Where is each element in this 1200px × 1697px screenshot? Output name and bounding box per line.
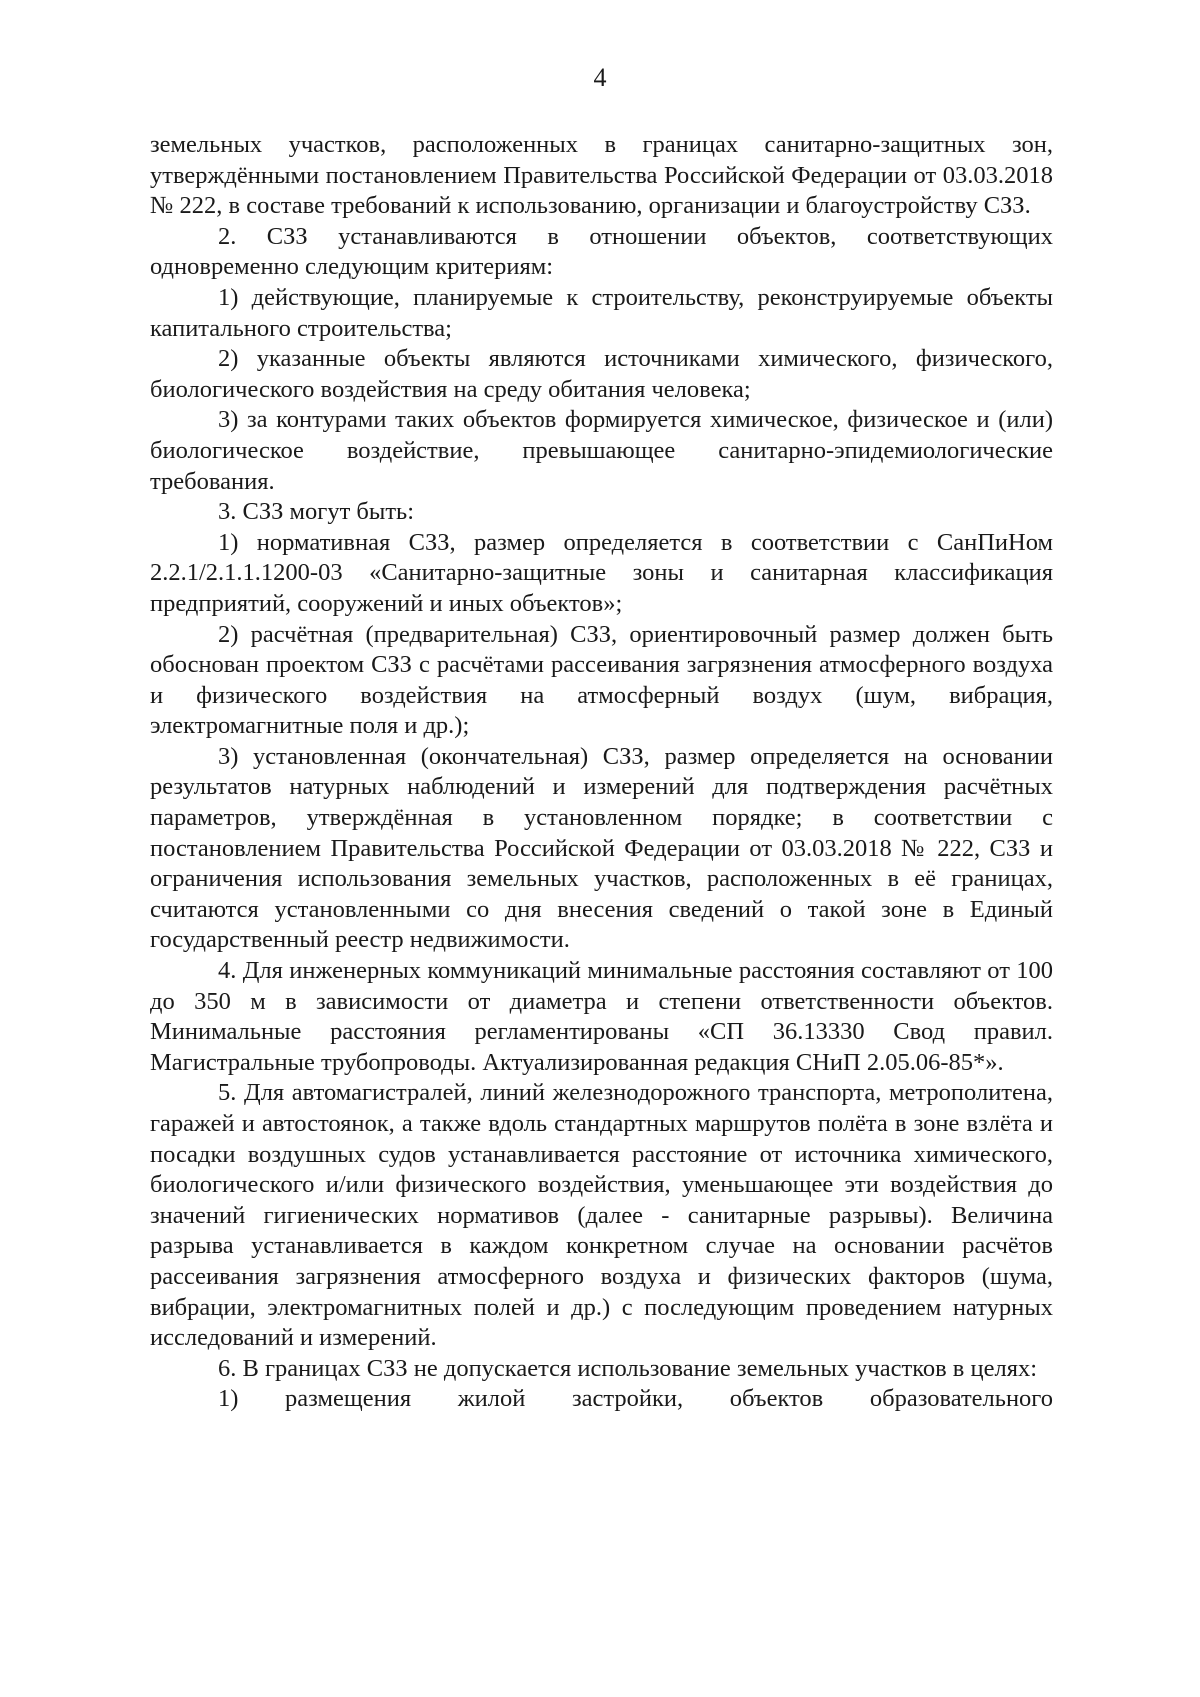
page-number: 4: [593, 63, 607, 92]
paragraph-item-4: 4. Для инженерных коммуникаций минимальные расстояния составляют от 100 до 350 м в зависимости от диаметра и степени ответственности объектов. Минимальные расстояния регламентированы «СП 36.13330 Свод правил. Магистральные трубопроводы. Актуализированная редакция СНиП 2.05.06-85*».: [150, 957, 1053, 1076]
paragraph-item-5: 5. Для автомагистралей, линий железнодорожного транспорта, метрополитена, гаражей и автостоянок, а также вдоль стандартных маршрутов полёта в зоне взлёта и посадки воздушных судов устанавливается расстояние от источника химического, биологического и/или физического воздействия, уменьшающее эти воздействия до значений гигиенических нормативов (далее - санитарные разрывы). Величина разрыва устанавливается в каждом конкретном случае на основании расчётов рассеивания загрязнения атмосферного воздуха и физических факторов (шума, вибрации, электромагнитных полей и др.) с последующим проведением натурных исследований и измерений.: [150, 1079, 1053, 1352]
paragraph-subitem: 2) указанные объекты являются источниками химического, физического, биологического воздействия на среду обитания человека;: [150, 345, 1053, 403]
paragraph-subitem: 1) размещения жилой застройки, объектов образовательного: [218, 1385, 1053, 1413]
paragraph-subitem: 1) нормативная СЗЗ, размер определяется в соответствии с СанПиНом 2.2.1/2.1.1.1200-03 «Санитарно-защитные зоны и санитарная классификация предприятий, сооружений и иных объектов»;: [150, 528, 1053, 617]
paragraph-item-2: 2. СЗЗ устанавливаются в отношении объектов, соответствующих одновременно следующим критериям:: [150, 222, 1053, 281]
paragraph-subitem: 2) расчётная (предварительная) СЗЗ, ориентировочный размер должен быть обоснован проектом СЗЗ с расчётами рассеивания загрязнения атмосферного воздуха и физического воздействия на атмосферный воздух (шум, вибрация, электромагнитные поля и др.);: [150, 620, 1053, 740]
paragraph-subitem: 3) за контурами таких объектов формируется химическое, физическое и (или) биологическое воздействие, превышающее санитарно-эпидемиологические требования.: [150, 406, 1053, 495]
paragraph-item-3: 3. СЗЗ могут быть:: [218, 498, 415, 526]
paragraph-item-6: 6. В границах СЗЗ не допускается использование земельных участков в целях:: [218, 1354, 1038, 1382]
paragraph-continuation: земельных участков, расположенных в границах санитарно-защитных зон, утверждёнными постановлением Правительства Российской Федерации от 03.03.2018 № 222, в составе требований к использованию, организации и благоустройству СЗЗ.: [150, 131, 1053, 220]
paragraph-subitem: 1) действующие, планируемые к строительству, реконструируемые объекты капитального строительства;: [150, 283, 1053, 342]
document-body: [150, 130, 1053, 1415]
paragraph-subitem: 3) установленная (окончательная) СЗЗ, размер определяется на основании результатов натурных наблюдений и измерений для подтверждения расчётных параметров, утверждённая в установленном порядке; в соответствии с постановлением Правительства Российской Федерации от 03.03.2018 № 222, СЗЗ и ограничения использования земельных участков, расположенных в её границах, считаются установленными со дня внесения сведений о такой зоне в Единый государственный реестр недвижимости.: [150, 742, 1053, 954]
